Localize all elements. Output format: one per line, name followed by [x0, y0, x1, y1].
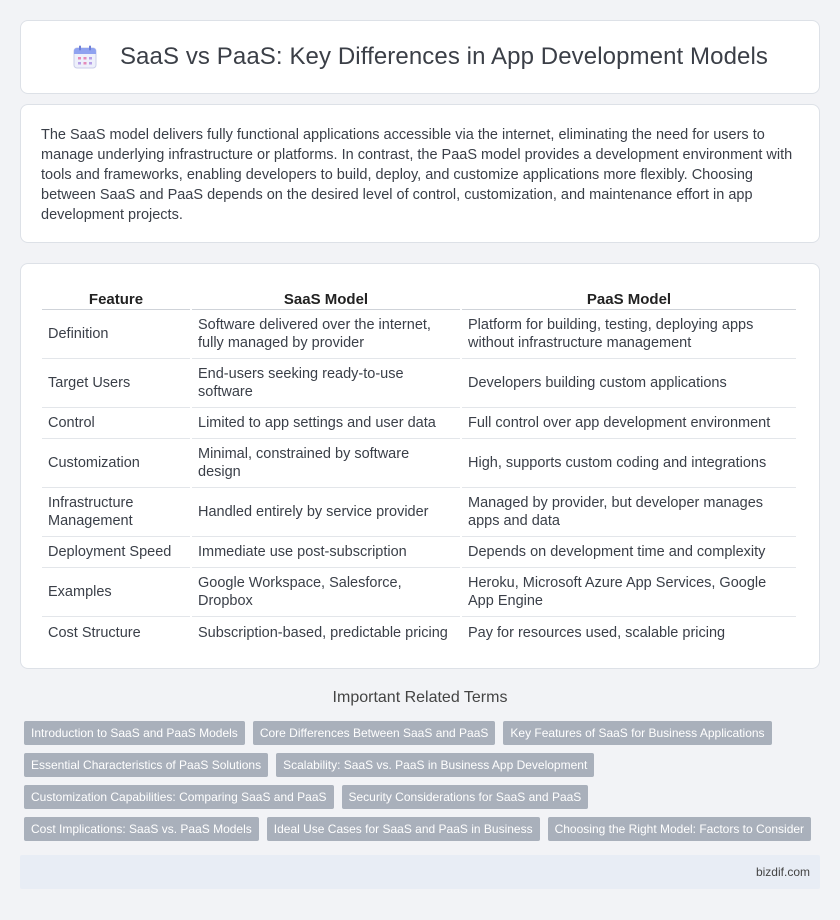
related-tag[interactable]: Key Features of SaaS for Business Applications [503, 721, 771, 745]
saas-cell: Handled entirely by service provider [192, 488, 460, 537]
paas-cell: Platform for building, testing, deploying apps without infrastructure management [462, 310, 796, 359]
feature-cell: Examples [42, 568, 190, 617]
saas-cell: Minimal, constrained by software design [192, 439, 460, 488]
table-row [42, 488, 796, 537]
paas-cell: Full control over app development environment [462, 408, 796, 439]
table-row [42, 408, 796, 439]
saas-cell: Google Workspace, Salesforce, Dropbox [192, 568, 460, 617]
table-row [42, 439, 796, 488]
page-title: SaaS vs PaaS: Key Differences in App Development Models [119, 43, 769, 70]
related-tags-row [24, 817, 811, 841]
table-row [42, 568, 796, 617]
related-tag[interactable]: Ideal Use Cases for SaaS and PaaS in Business [267, 817, 540, 841]
header-paas: PaaS Model [462, 284, 796, 310]
feature-cell: Control [42, 408, 190, 439]
comparison-table [40, 284, 798, 648]
intro-card [20, 104, 820, 243]
paas-cell: Heroku, Microsoft Azure App Services, Google App Engine [462, 568, 796, 617]
related-tag[interactable]: Cost Implications: SaaS vs. PaaS Models [24, 817, 259, 841]
saas-cell: End-users seeking ready-to-use software [192, 359, 460, 408]
related-tag[interactable]: Essential Characteristics of PaaS Solutions [24, 753, 268, 777]
paas-cell: Pay for resources used, scalable pricing [468, 624, 726, 641]
table-row [42, 537, 796, 568]
header-card [20, 20, 820, 94]
footer [20, 855, 820, 889]
saas-cell: Limited to app settings and user data [192, 408, 460, 439]
related-terms-heading: Important Related Terms [332, 689, 508, 706]
related-tags-row [24, 785, 588, 809]
related-tag[interactable]: Scalability: SaaS vs. PaaS in Business App Development [276, 753, 594, 777]
related-tag[interactable]: Choosing the Right Model: Factors to Consider [548, 817, 811, 841]
feature-cell: Definition [42, 310, 190, 359]
related-tag[interactable]: Security Considerations for SaaS and PaaS [342, 785, 589, 809]
paas-cell: Developers building custom applications [462, 359, 796, 408]
table-row [42, 617, 796, 648]
table-row [42, 359, 796, 408]
related-tags-row [24, 721, 772, 745]
related-tags-row [24, 753, 594, 777]
comparison-table-card [20, 263, 820, 669]
feature-cell: Deployment Speed [42, 537, 190, 568]
paas-cell: Depends on development time and complexity [462, 537, 796, 568]
footer-site-link[interactable]: bizdif.com [755, 865, 810, 879]
related-tag[interactable]: Introduction to SaaS and PaaS Models [24, 721, 245, 745]
calendar-icon [72, 44, 98, 70]
feature-cell: Cost Structure [48, 624, 141, 641]
related-tag[interactable]: Customization Capabilities: Comparing SaaS and PaaS [24, 785, 334, 809]
saas-cell: Software delivered over the internet, fully managed by provider [192, 310, 460, 359]
saas-cell: Subscription-based, predictable pricing [198, 624, 448, 641]
header-feature: Feature [42, 284, 190, 310]
paas-cell: High, supports custom coding and integrations [462, 439, 796, 488]
header-saas: SaaS Model [192, 284, 460, 310]
related-tag[interactable]: Core Differences Between SaaS and PaaS [253, 721, 496, 745]
intro-paragraph: The SaaS model delivers fully functional applications accessible via the internet, eliminating the need for users to manage underlying infrastructure or platforms. In contrast, the PaaS model provides a development environment with tools and frameworks, enabling developers to build, deploy, and customize applications more flexibly. Choosing between SaaS and PaaS depends on the desired level of control, customization, and maintenance effort in app development projects. [41, 127, 793, 223]
feature-cell: Customization [42, 439, 190, 488]
table-row [42, 310, 796, 359]
feature-cell: Target Users [42, 359, 190, 408]
paas-cell: Managed by provider, but developer manages apps and data [462, 488, 796, 537]
feature-cell: Infrastructure Management [42, 488, 190, 537]
saas-cell: Immediate use post-subscription [192, 537, 460, 568]
table-header-row [42, 284, 796, 310]
